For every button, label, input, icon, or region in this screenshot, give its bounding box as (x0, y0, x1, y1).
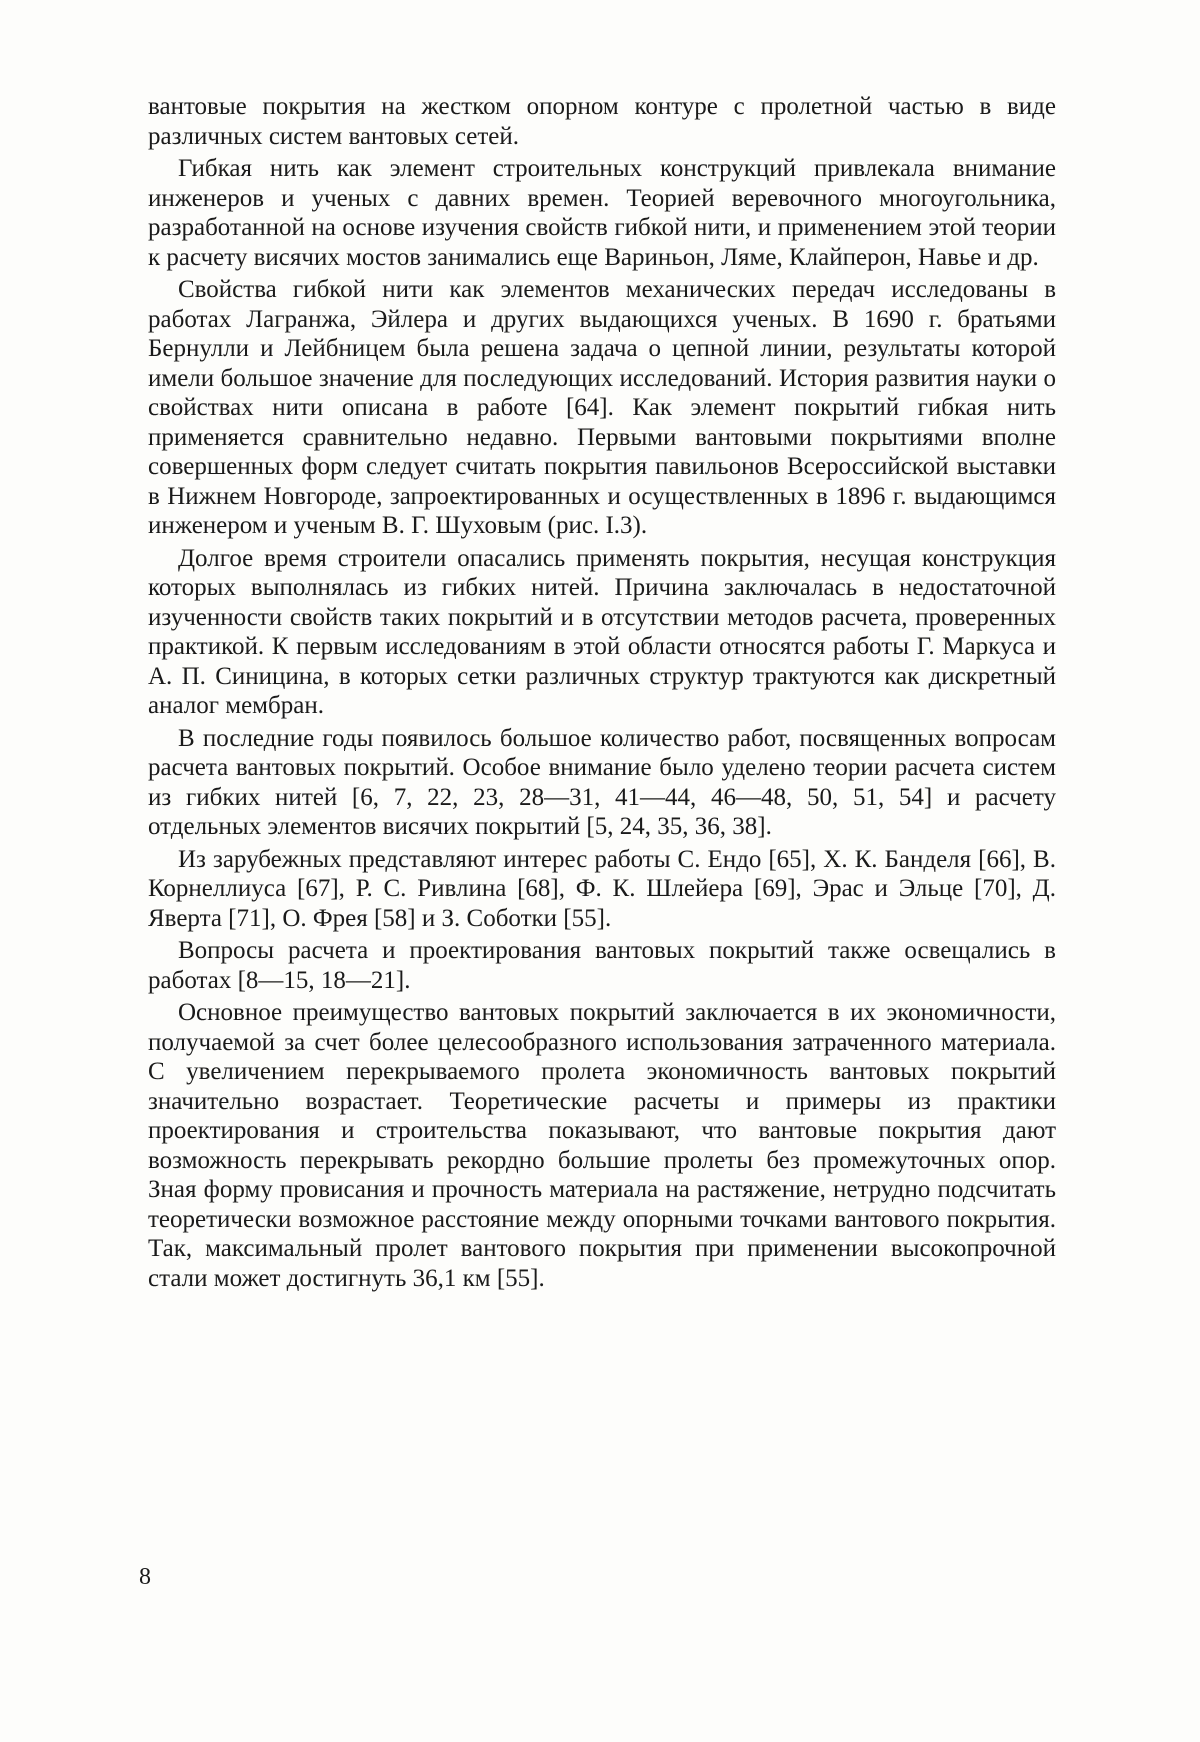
paragraph-2: Гибкая нить как элемент строительных конструкций привлекала внимание инженеров и ученых с давних времен. Теорией веревочного многоугольника, разработанной на основе изучения свойств гибкой нити, и применением этой теории к расчету висячих мостов занимались еще Вариньон, Ляме, Клайперон, Навье и др. (148, 155, 1056, 271)
paragraph-3: Свойства гибкой нити как элементов механических передач исследованы в работах Лагранжа, Эйлера и других выдающихся ученых. В 1690 г. братьями Бернулли и Лейбницем была решена задача о цепной линии, результаты которой имели большое значение для последующих исследований. История развития науки о свойствах нити описана в работе [64]. Как элемент покрытий гибкая нить применяется сравнительно недавно. Первыми вантовыми покрытиями вполне совершенных форм следует считать покрытия павильонов Всероссийской выставки в Нижнем Новгороде, запроектированных и осуществленных в 1896 г. выдающимся инженером и ученым В. Г. Шуховым (рис. I.3). (148, 276, 1056, 539)
paragraph-1: вантовые покрытия на жестком опорном контуре с пролетной частью в виде различных систем вантовых сетей. (148, 93, 1056, 150)
body-text (148, 92, 1056, 1296)
paragraph-8: Основное преимущество вантовых покрытий заключается в их экономичности, получаемой за счет более целесообразного использования затраченного материала. С увеличением перекрываемого пролета экономичность вантовых покрытий значительно возрастает. Теоретические расчеты и примеры из практики проектирования и строительства показывают, что вантовые покрытия дают возможность перекрывать рекордно большие пролеты без промежуточных опор. Зная форму провисания и прочность материала на растяжение, нетрудно подсчитать теоретически возможное расстояние между опорными точками вантового покрытия. Так, максимальный пролет вантового покрытия при применении высокопрочной стали может достигнуть 36,1 км [55]. (148, 999, 1056, 1292)
paragraph-6: Из зарубежных представляют интерес работы С. Ендо [65], Х. К. Банделя [66], В. Корнеллиуса [67], Р. С. Ривлина [68], Ф. К. Шлейера [69], Эрас и Эльце [70], Д. Яверта [71], О. Фрея [58] и З. Соботки [55]. (148, 845, 1056, 932)
paragraph-5: В последние годы появилось большое количество работ, посвященных вопросам расчета вантовых покрытий. Особое внимание было уделено теории расчета систем из гибких нитей [6, 7, 22, 23, 28—31, 41—44, 46—48, 50, 51, 54] и расчету отдельных элементов висячих покрытий [5, 24, 35, 36, 38]. (148, 724, 1056, 840)
page-number: 8 (139, 1564, 151, 1590)
paragraph-7: Вопросы расчета и проектирования вантовых покрытий также освещались в работах [8—15, 18—21]. (148, 937, 1056, 994)
paragraph-4: Долгое время строители опасались применять покрытия, несущая конструкция которых выполнялась из гибких нитей. Причина заключалась в недостаточной изученности свойств таких покрытий и в отсутствии методов расчета, проверенных практикой. К первым исследованиям в этой области относятся работы Г. Маркуса и А. П. Синицина, в которых сетки различных структур трактуются как дискретный аналог мембран. (148, 544, 1056, 719)
